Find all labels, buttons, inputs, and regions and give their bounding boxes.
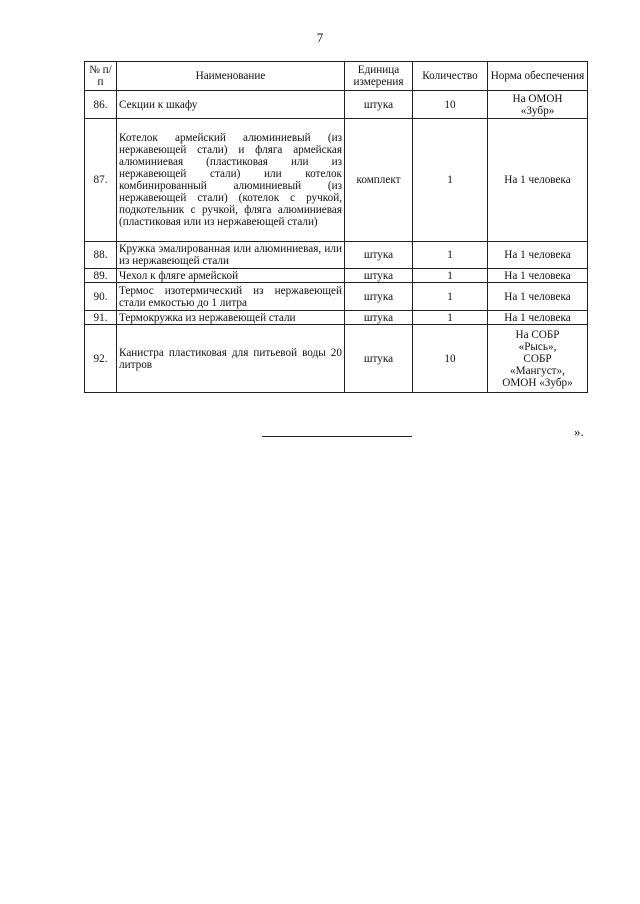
row-num: 89. — [85, 269, 117, 283]
row-unit: штука — [345, 325, 413, 393]
row-unit: штука — [345, 283, 413, 311]
row-name: Секции к шкафу — [117, 91, 345, 119]
closing-quote-mark: ». — [574, 424, 584, 439]
header-num: № п/п — [85, 62, 117, 91]
row-norm: На 1 человека — [488, 311, 588, 325]
table-row — [85, 325, 588, 393]
row-num: 88. — [85, 242, 117, 269]
row-num: 91. — [85, 311, 117, 325]
row-name: Термокружка из нержавеющей стали — [117, 311, 345, 325]
row-qty: 1 — [413, 242, 488, 269]
row-norm: На 1 человека — [488, 119, 588, 242]
signature-line — [262, 436, 412, 437]
table-header-row — [85, 62, 588, 91]
header-name: Наименование — [117, 62, 345, 91]
row-name: Канистра пластиковая для питьевой воды 20 литров — [117, 325, 345, 393]
row-norm: На 1 человека — [488, 283, 588, 311]
row-unit: штука — [345, 269, 413, 283]
row-unit: штука — [345, 91, 413, 119]
row-norm: На 1 человека — [488, 269, 588, 283]
row-qty: 10 — [413, 325, 488, 393]
row-unit: штука — [345, 311, 413, 325]
table-row — [85, 91, 588, 119]
row-qty: 1 — [413, 283, 488, 311]
row-num: 86. — [85, 91, 117, 119]
table-row — [85, 283, 588, 311]
page-number: 7 — [316, 30, 324, 45]
row-norm: На 1 человека — [488, 242, 588, 269]
table-row — [85, 269, 588, 283]
row-qty: 1 — [413, 119, 488, 242]
row-num: 92. — [85, 325, 117, 393]
header-unit: Единица измерения — [345, 62, 413, 91]
row-name: Термос изотермический из нержавеющей стали емкостью до 1 литра — [117, 283, 345, 311]
row-unit: штука — [345, 242, 413, 269]
items-table — [84, 61, 588, 393]
header-qty: Количество — [413, 62, 488, 91]
row-name: Кружка эмалированная или алюминиевая, или из нержавеющей стали — [117, 242, 345, 269]
row-name: Котелок армейский алюминиевый (из нержавеющей стали) и фляга армейская алюминиевая (пластиковая или из нержавеющей стали) или котелок комбинированный алюминиевый (из нержавеющей стали) (котелок с ручкой, подкотельник с ручкой, фляга алюминиевая (пластиковая или из нержавеющей стали) — [117, 119, 345, 242]
row-num: 90. — [85, 283, 117, 311]
row-norm: На ОМОН «Зубр» — [488, 91, 588, 119]
row-qty: 1 — [413, 311, 488, 325]
table-row — [85, 242, 588, 269]
row-qty: 10 — [413, 91, 488, 119]
row-norm: На СОБР «Рысь», СОБР «Мангуст», ОМОН «Зубр» — [488, 325, 588, 393]
row-name: Чехол к фляге армейской — [117, 269, 345, 283]
row-num: 87. — [85, 119, 117, 242]
header-norm: Норма обеспечения — [488, 62, 588, 91]
row-unit: комплект — [345, 119, 413, 242]
table-row — [85, 311, 588, 325]
table-row — [85, 119, 588, 242]
row-qty: 1 — [413, 269, 488, 283]
